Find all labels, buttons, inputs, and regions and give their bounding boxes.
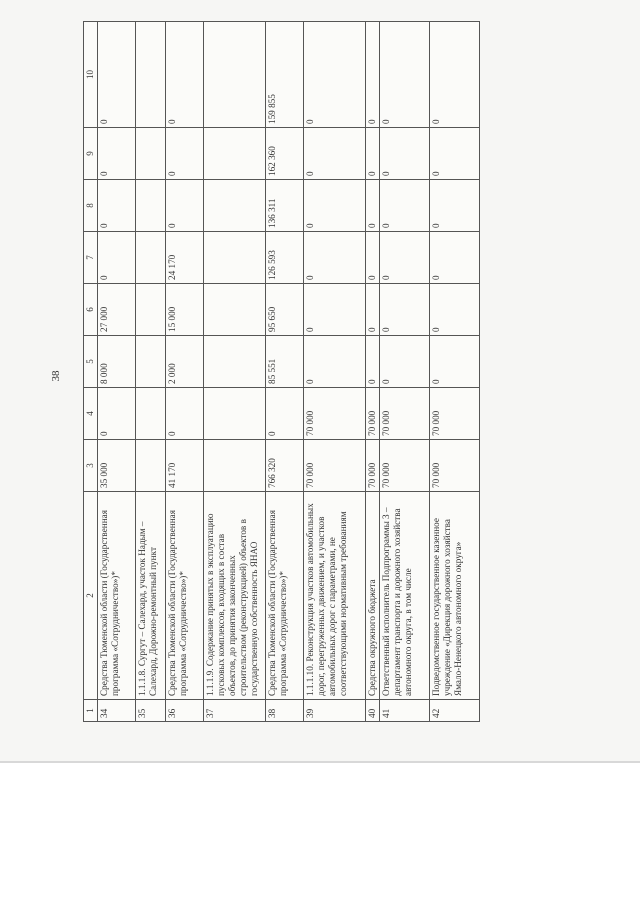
- table-row: [379, 22, 429, 722]
- value-cell: [203, 128, 265, 180]
- value-cell: 0: [265, 388, 303, 440]
- value-cell: 70 000: [379, 440, 429, 492]
- row-name-cell: Подведомственное государственное казенное учреждение «Дирекция дорожного хозяйства Ямало-Ненецкого автономного округа»: [429, 492, 479, 700]
- value-cell: 0: [165, 180, 203, 232]
- value-cell: 0: [365, 22, 379, 128]
- value-cell: [135, 22, 165, 128]
- value-cell: 0: [303, 232, 365, 284]
- value-cell: 0: [303, 128, 365, 180]
- value-cell: 0: [365, 128, 379, 180]
- value-cell: 159 855: [265, 22, 303, 128]
- value-cell: 0: [303, 22, 365, 128]
- table-header-row: [84, 22, 98, 722]
- table-row: [135, 22, 165, 722]
- row-name-cell: Средства Тюменской области (Государственная программа «Сотрудничество»)*: [165, 492, 203, 700]
- header-cell: 6: [84, 284, 98, 336]
- header-cell: 1: [84, 700, 98, 722]
- value-cell: [135, 336, 165, 388]
- value-cell: [135, 284, 165, 336]
- value-cell: 0: [303, 284, 365, 336]
- value-cell: 0: [379, 284, 429, 336]
- value-cell: 70 000: [365, 440, 379, 492]
- value-cell: 0: [365, 284, 379, 336]
- value-cell: 0: [165, 388, 203, 440]
- table-row: [97, 22, 135, 722]
- header-cell: 7: [84, 232, 98, 284]
- value-cell: [135, 440, 165, 492]
- value-cell: 136 311: [265, 180, 303, 232]
- value-cell: 162 360: [265, 128, 303, 180]
- value-cell: 70 000: [303, 388, 365, 440]
- row-number-cell: 34: [97, 700, 135, 722]
- value-cell: 85 551: [265, 336, 303, 388]
- value-cell: [203, 22, 265, 128]
- value-cell: 0: [165, 128, 203, 180]
- value-cell: 0: [365, 180, 379, 232]
- value-cell: 0: [97, 128, 135, 180]
- table-row: [429, 22, 479, 722]
- row-number-cell: 40: [365, 700, 379, 722]
- table-row: [165, 22, 203, 722]
- value-cell: 0: [97, 180, 135, 232]
- row-number-cell: 36: [165, 700, 203, 722]
- value-cell: 0: [303, 180, 365, 232]
- value-cell: 0: [429, 336, 479, 388]
- value-cell: 70 000: [365, 388, 379, 440]
- value-cell: [135, 180, 165, 232]
- table-row: [203, 22, 265, 722]
- value-cell: 766 320: [265, 440, 303, 492]
- value-cell: [203, 336, 265, 388]
- value-cell: 0: [97, 22, 135, 128]
- header-cell: 5: [84, 336, 98, 388]
- value-cell: 0: [365, 232, 379, 284]
- value-cell: [203, 388, 265, 440]
- value-cell: 0: [365, 336, 379, 388]
- row-number-cell: 39: [303, 700, 365, 722]
- row-name-cell: Ответственный исполнитель Подпрограммы 3 – департамент транспорта и дорожного хозяйства автономного округа, в том числе: [379, 492, 429, 700]
- row-name-cell: 1.1.1.8. Сургут – Салехард, участок Надым – Салехард, Дорожно-ремонтный пункт: [135, 492, 165, 700]
- value-cell: 0: [379, 336, 429, 388]
- header-cell: 2: [84, 492, 98, 700]
- table-row: [365, 22, 379, 722]
- value-cell: 0: [379, 22, 429, 128]
- value-cell: 0: [303, 336, 365, 388]
- value-cell: [135, 232, 165, 284]
- value-cell: 0: [97, 232, 135, 284]
- value-cell: 0: [429, 180, 479, 232]
- value-cell: 126 593: [265, 232, 303, 284]
- value-cell: 2 000: [165, 336, 203, 388]
- header-cell: 4: [84, 388, 98, 440]
- row-name-cell: 1.1.1.9. Содержание принятых в эксплуатацию пусковых комплексов, входящих в состав объектов, до принятия законченных строительством (реконструкцией) объектов в государственную собственность ЯНАО: [203, 492, 265, 700]
- table-row: [303, 22, 365, 722]
- value-cell: 70 000: [379, 388, 429, 440]
- row-name-cell: Средства Тюменской области (Государственная программа «Сотрудничество»)*: [97, 492, 135, 700]
- header-cell: 9: [84, 128, 98, 180]
- value-cell: [135, 388, 165, 440]
- value-cell: 0: [429, 232, 479, 284]
- value-cell: [203, 180, 265, 232]
- row-number-cell: 35: [135, 700, 165, 722]
- row-number-cell: 41: [379, 700, 429, 722]
- row-number-cell: 37: [203, 700, 265, 722]
- value-cell: 0: [429, 284, 479, 336]
- value-cell: 0: [97, 388, 135, 440]
- rotated-table-wrapper: [83, 22, 533, 722]
- value-cell: 0: [165, 22, 203, 128]
- value-cell: 8 000: [97, 336, 135, 388]
- table-row: [265, 22, 303, 722]
- row-number-cell: 38: [265, 700, 303, 722]
- page-number: 38: [50, 370, 62, 382]
- value-cell: 15 000: [165, 284, 203, 336]
- value-cell: [203, 284, 265, 336]
- header-cell: 8: [84, 180, 98, 232]
- value-cell: 0: [429, 22, 479, 128]
- value-cell: 70 000: [303, 440, 365, 492]
- value-cell: [203, 440, 265, 492]
- value-cell: 41 170: [165, 440, 203, 492]
- row-name-cell: Средства окружного бюджета: [365, 492, 379, 700]
- value-cell: [203, 232, 265, 284]
- row-number-cell: 42: [429, 700, 479, 722]
- value-cell: 35 000: [97, 440, 135, 492]
- value-cell: 70 000: [429, 440, 479, 492]
- header-cell: 10: [84, 22, 98, 128]
- value-cell: 0: [379, 128, 429, 180]
- value-cell: 0: [379, 232, 429, 284]
- value-cell: 70 000: [429, 388, 479, 440]
- value-cell: 27 000: [97, 284, 135, 336]
- value-cell: 0: [379, 180, 429, 232]
- value-cell: 0: [429, 128, 479, 180]
- value-cell: 24 170: [165, 232, 203, 284]
- budget-table: [83, 21, 480, 722]
- row-name-cell: Средства Тюменской области (Государственная программа «Сотрудничество»)*: [265, 492, 303, 700]
- header-cell: 3: [84, 440, 98, 492]
- value-cell: [135, 128, 165, 180]
- value-cell: 95 650: [265, 284, 303, 336]
- row-name-cell: 1.1.1.10. Реконструкция участков автомобильных дорог, перегруженных движением, и участков автомобильных дорог с параметрами, не соответствующими нормативным требованиям: [303, 492, 365, 700]
